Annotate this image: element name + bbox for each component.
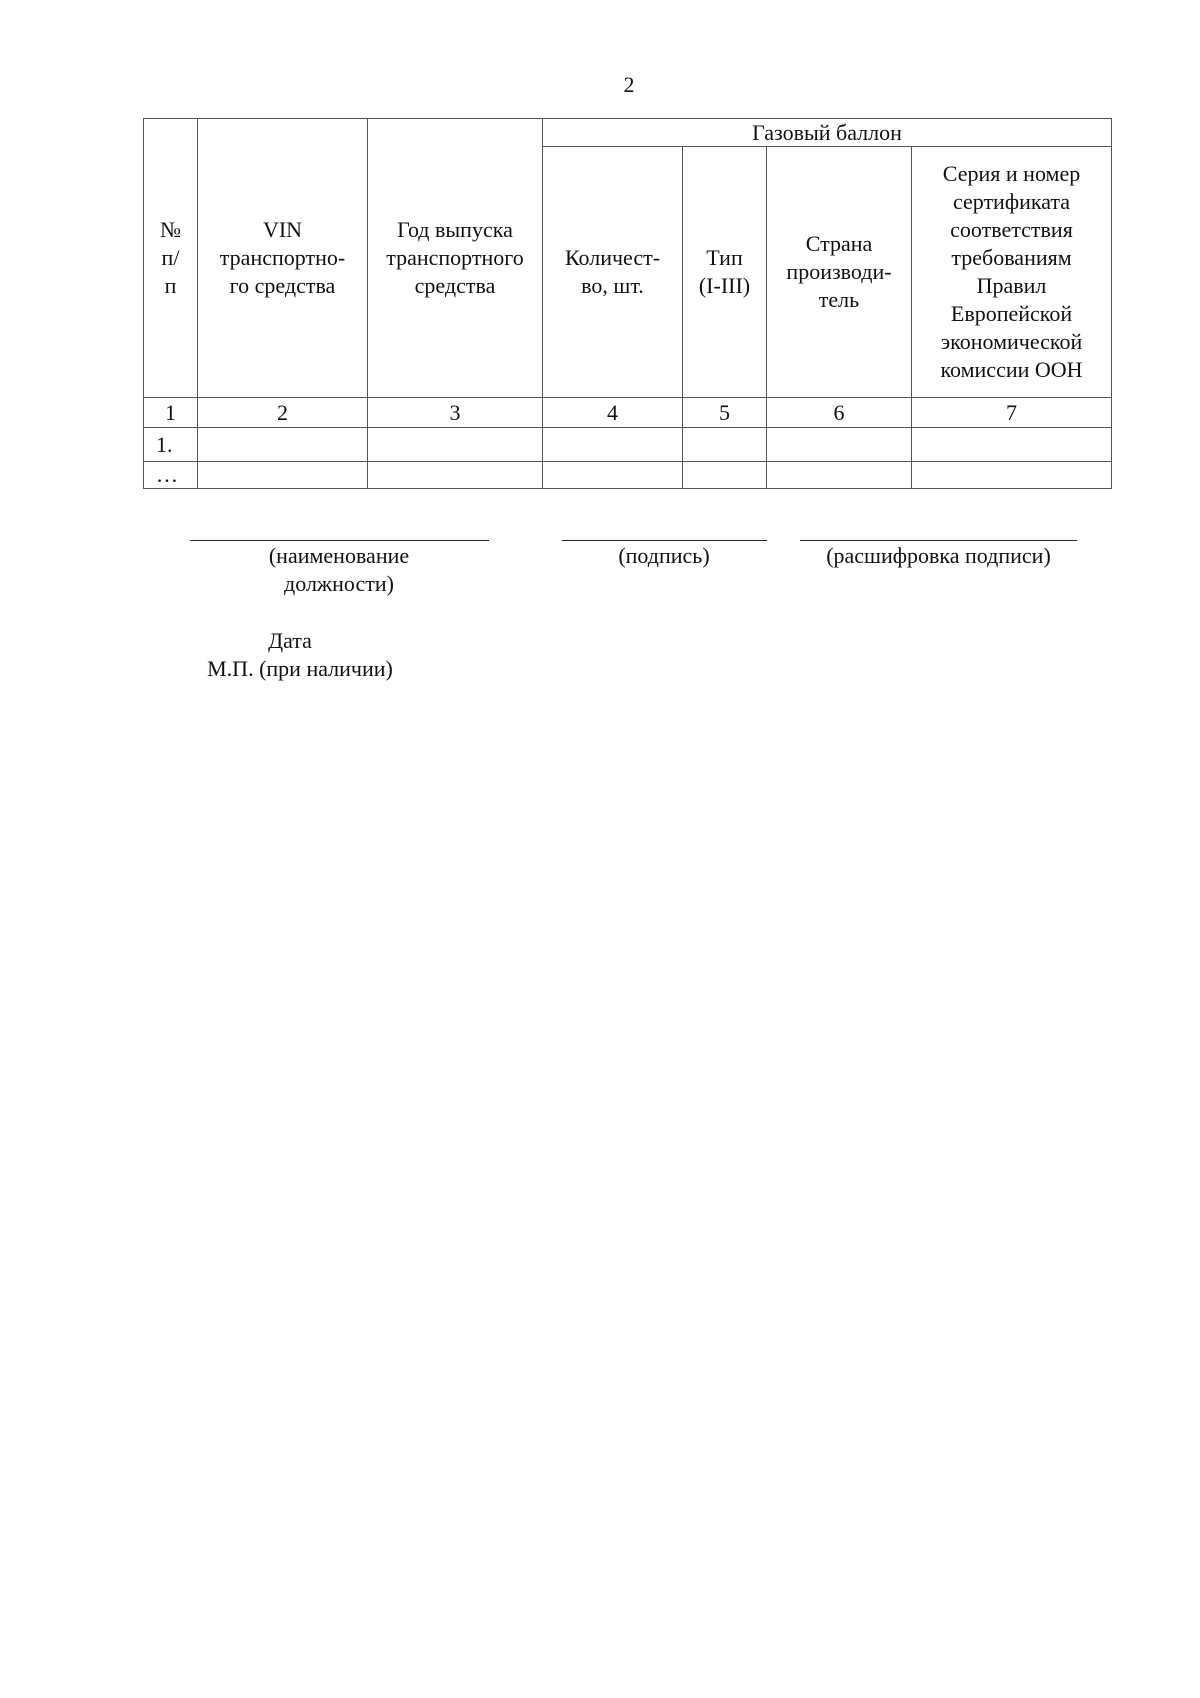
table-group-header-row bbox=[144, 119, 1112, 147]
table-cell bbox=[543, 462, 683, 489]
header-vehicle-year: Год выпуска транспортного средства bbox=[368, 119, 543, 398]
stamp-label: М.П. (при наличии) bbox=[207, 656, 393, 681]
column-number: 3 bbox=[368, 398, 543, 428]
column-number-row bbox=[144, 398, 1112, 428]
column-number: 4 bbox=[543, 398, 683, 428]
table-cell bbox=[198, 462, 368, 489]
table-row bbox=[144, 462, 1112, 489]
column-number: 2 bbox=[198, 398, 368, 428]
table-cell bbox=[912, 462, 1112, 489]
header-quantity: Количест- во, шт. bbox=[543, 147, 683, 398]
table-cell bbox=[543, 428, 683, 462]
decoding-signature-line bbox=[800, 540, 1077, 541]
table-cell: 1. bbox=[144, 428, 198, 462]
page-number: 2 bbox=[623, 72, 635, 97]
table-row bbox=[144, 428, 1112, 462]
header-type: Тип (I-III) bbox=[683, 147, 767, 398]
vehicle-gas-cylinder-table bbox=[143, 118, 1112, 489]
header-gas-cylinder-group: Газовый баллон bbox=[543, 119, 1112, 147]
table-cell: … bbox=[144, 462, 198, 489]
table-cell bbox=[912, 428, 1112, 462]
position-signature-line bbox=[190, 540, 489, 541]
decoding-label: (расшифровка подписи) bbox=[826, 543, 1051, 568]
table-cell bbox=[368, 428, 543, 462]
header-certificate: Серия и номер сертификата соответствия требованиям Правил Европейской экономической комиссии ООН bbox=[912, 147, 1112, 398]
signature-line bbox=[562, 540, 767, 541]
column-number: 7 bbox=[912, 398, 1112, 428]
column-number: 5 bbox=[683, 398, 767, 428]
table-cell bbox=[198, 428, 368, 462]
table-cell bbox=[368, 462, 543, 489]
header-country: Страна производи- тель bbox=[767, 147, 912, 398]
date-label: Дата bbox=[268, 628, 312, 653]
header-vin: VIN транспортно- го средства bbox=[198, 119, 368, 398]
position-label: (наименование должности) bbox=[268, 543, 410, 596]
header-row-number: № п/ п bbox=[144, 119, 198, 398]
table-cell bbox=[767, 462, 912, 489]
column-number: 6 bbox=[767, 398, 912, 428]
table-cell bbox=[683, 462, 767, 489]
column-number: 1 bbox=[144, 398, 198, 428]
table-cell bbox=[767, 428, 912, 462]
table-cell bbox=[683, 428, 767, 462]
signature-label: (подпись) bbox=[618, 543, 710, 568]
